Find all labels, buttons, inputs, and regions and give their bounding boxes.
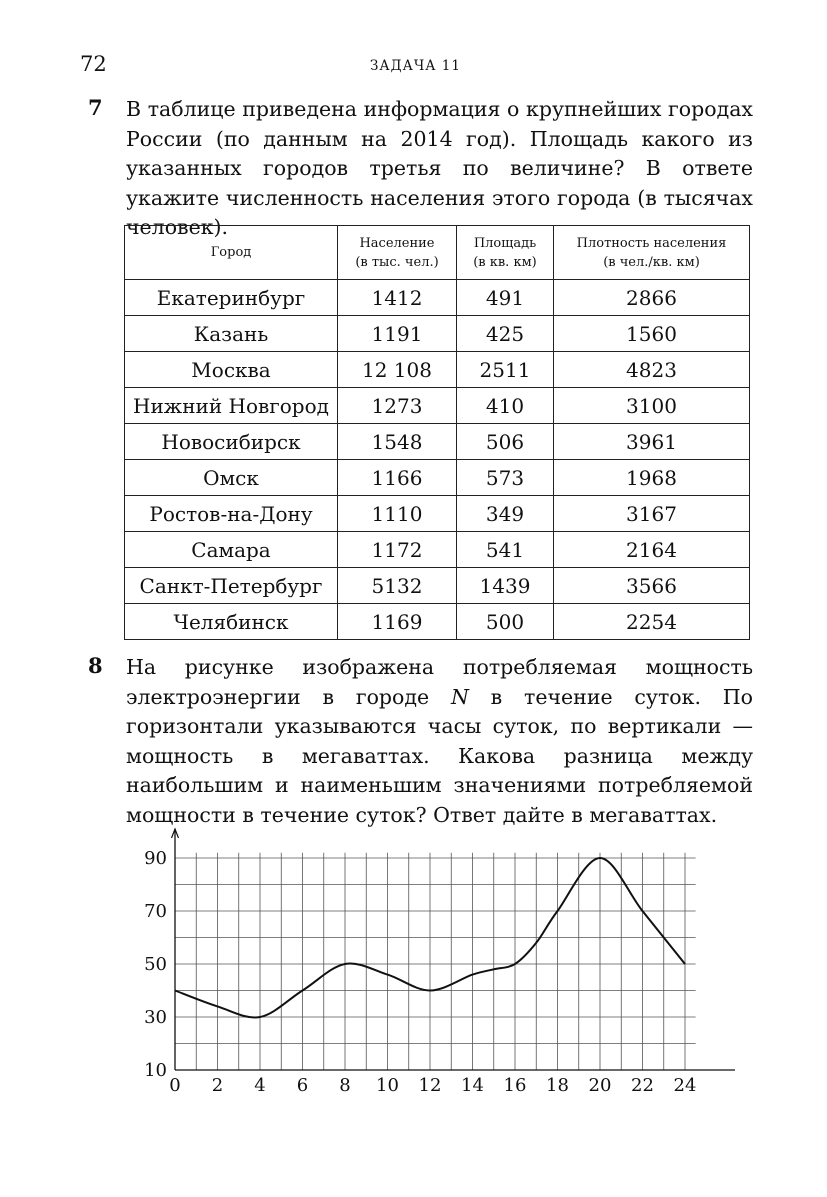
cell-density: 3566 — [554, 568, 750, 604]
problem-number: 8 — [88, 653, 103, 678]
data-point — [259, 1016, 261, 1018]
cell-area: 1439 — [457, 568, 554, 604]
power-chart — [130, 825, 735, 1105]
cell-population: 5132 — [338, 568, 457, 604]
data-point — [493, 968, 495, 970]
x-tick-label: 16 — [503, 1075, 527, 1096]
cell-city: Санкт-Петербург — [125, 568, 338, 604]
table-row — [125, 316, 750, 352]
y-tick-label: 70 — [144, 901, 167, 922]
cell-city: Новосибирск — [125, 424, 338, 460]
x-tick-label: 20 — [588, 1075, 612, 1096]
cell-density: 1560 — [554, 316, 750, 352]
y-tick-label: 10 — [144, 1060, 167, 1081]
table-row — [125, 532, 750, 568]
cell-area: 541 — [457, 532, 554, 568]
x-tick-label: 4 — [254, 1075, 266, 1096]
data-point — [302, 990, 304, 992]
x-tick-label: 22 — [631, 1075, 654, 1096]
data-point — [429, 990, 431, 992]
cell-area: 491 — [457, 280, 554, 316]
cell-city: Самара — [125, 532, 338, 568]
cell-city: Казань — [125, 316, 338, 352]
cell-population: 1172 — [338, 532, 457, 568]
cell-population: 1191 — [338, 316, 457, 352]
data-point — [535, 942, 537, 944]
cell-city: Екатеринбург — [125, 280, 338, 316]
cell-density: 2866 — [554, 280, 750, 316]
cell-area: 573 — [457, 460, 554, 496]
x-tick-label: 6 — [296, 1075, 309, 1096]
cell-area: 500 — [457, 604, 554, 640]
x-tick-label: 2 — [211, 1075, 224, 1096]
data-point — [174, 990, 176, 992]
table-row — [125, 388, 750, 424]
cell-city: Нижний Новгород — [125, 388, 338, 424]
cell-city: Челябинск — [125, 604, 338, 640]
page-number: 72 — [80, 52, 107, 76]
header-line: Население — [359, 235, 435, 251]
header-city — [125, 226, 338, 280]
cell-city: Ростов-на-Дону — [125, 496, 338, 532]
header-line: (в чел./кв. км) — [603, 254, 700, 270]
table-row — [125, 424, 750, 460]
cell-area: 410 — [457, 388, 554, 424]
cell-population: 1166 — [338, 460, 457, 496]
problem-text: В таблице приведена информация о крупнейших городах России (по данным на 2014 год). Площадь какого из указанных городов третья по величине? В ответе укажите численность населения этого города (в тысячах человек). — [126, 97, 753, 239]
header-line: (в тыс. чел.) — [355, 254, 439, 270]
cities-table — [124, 225, 750, 640]
y-tick-label: 30 — [144, 1007, 167, 1028]
x-tick-label: 0 — [169, 1075, 181, 1096]
y-tick-label: 50 — [144, 954, 167, 975]
cell-population: 1548 — [338, 424, 457, 460]
data-point — [599, 857, 601, 859]
x-tick-label: 10 — [376, 1075, 399, 1096]
text-part: На рисунке изображена потребляемая мощность электроэнергии в городе — [126, 655, 753, 709]
header-line: (в кв. км) — [473, 254, 537, 270]
running-head: ЗАДАЧА 11 — [370, 58, 461, 74]
data-point — [217, 1005, 219, 1007]
cell-city: Омск — [125, 460, 338, 496]
cell-density: 3961 — [554, 424, 750, 460]
problem-number: 7 — [88, 95, 103, 120]
x-tick-label: 18 — [546, 1075, 569, 1096]
problem-8 — [88, 653, 753, 830]
x-tick-label: 8 — [339, 1075, 351, 1096]
variable-n: N — [450, 684, 469, 709]
cell-city: Москва — [125, 352, 338, 388]
cell-area: 425 — [457, 316, 554, 352]
x-tick-label: 12 — [418, 1075, 442, 1096]
data-point — [514, 963, 516, 965]
header-area — [457, 226, 554, 280]
header-population — [338, 226, 457, 280]
cell-population: 1273 — [338, 388, 457, 424]
header-line: Плотность населения — [576, 235, 727, 251]
problem-7 — [88, 95, 753, 243]
table-row — [125, 604, 750, 640]
header-density — [554, 226, 750, 280]
data-point — [642, 910, 644, 912]
header-line: Площадь — [473, 235, 537, 251]
table-row — [125, 280, 750, 316]
cell-area: 2511 — [457, 352, 554, 388]
cell-population: 1169 — [338, 604, 457, 640]
cell-density: 3167 — [554, 496, 750, 532]
table-row — [125, 568, 750, 604]
cell-population: 12 108 — [338, 352, 457, 388]
x-tick-label: 24 — [673, 1075, 697, 1096]
data-point — [387, 974, 389, 976]
cell-density: 1968 — [554, 460, 750, 496]
data-point — [472, 974, 474, 976]
table-row — [125, 352, 750, 388]
cell-density: 3100 — [554, 388, 750, 424]
x-tick-label: 14 — [461, 1075, 484, 1096]
cell-density: 2254 — [554, 604, 750, 640]
cell-density: 4823 — [554, 352, 750, 388]
table-header-row — [125, 226, 750, 280]
table-row — [125, 496, 750, 532]
cell-area: 349 — [457, 496, 554, 532]
cell-population: 1412 — [338, 280, 457, 316]
data-point — [344, 963, 346, 965]
header-line: Город — [210, 245, 252, 260]
problem-text — [126, 653, 753, 830]
text-part: в течение суток. По горизонтали указываются часы суток, по вертикали — мощность в мегаваттах. Какова разница между наибольшим и наименьшим значениями потребляемой мощности в течение суток? Ответ дайте в мегаваттах. — [126, 684, 753, 827]
table-row — [125, 460, 750, 496]
cell-population: 1110 — [338, 496, 457, 532]
cell-area: 506 — [457, 424, 554, 460]
data-point — [557, 910, 559, 912]
cell-density: 2164 — [554, 532, 750, 568]
y-tick-label: 90 — [144, 848, 167, 869]
data-point — [684, 963, 686, 965]
